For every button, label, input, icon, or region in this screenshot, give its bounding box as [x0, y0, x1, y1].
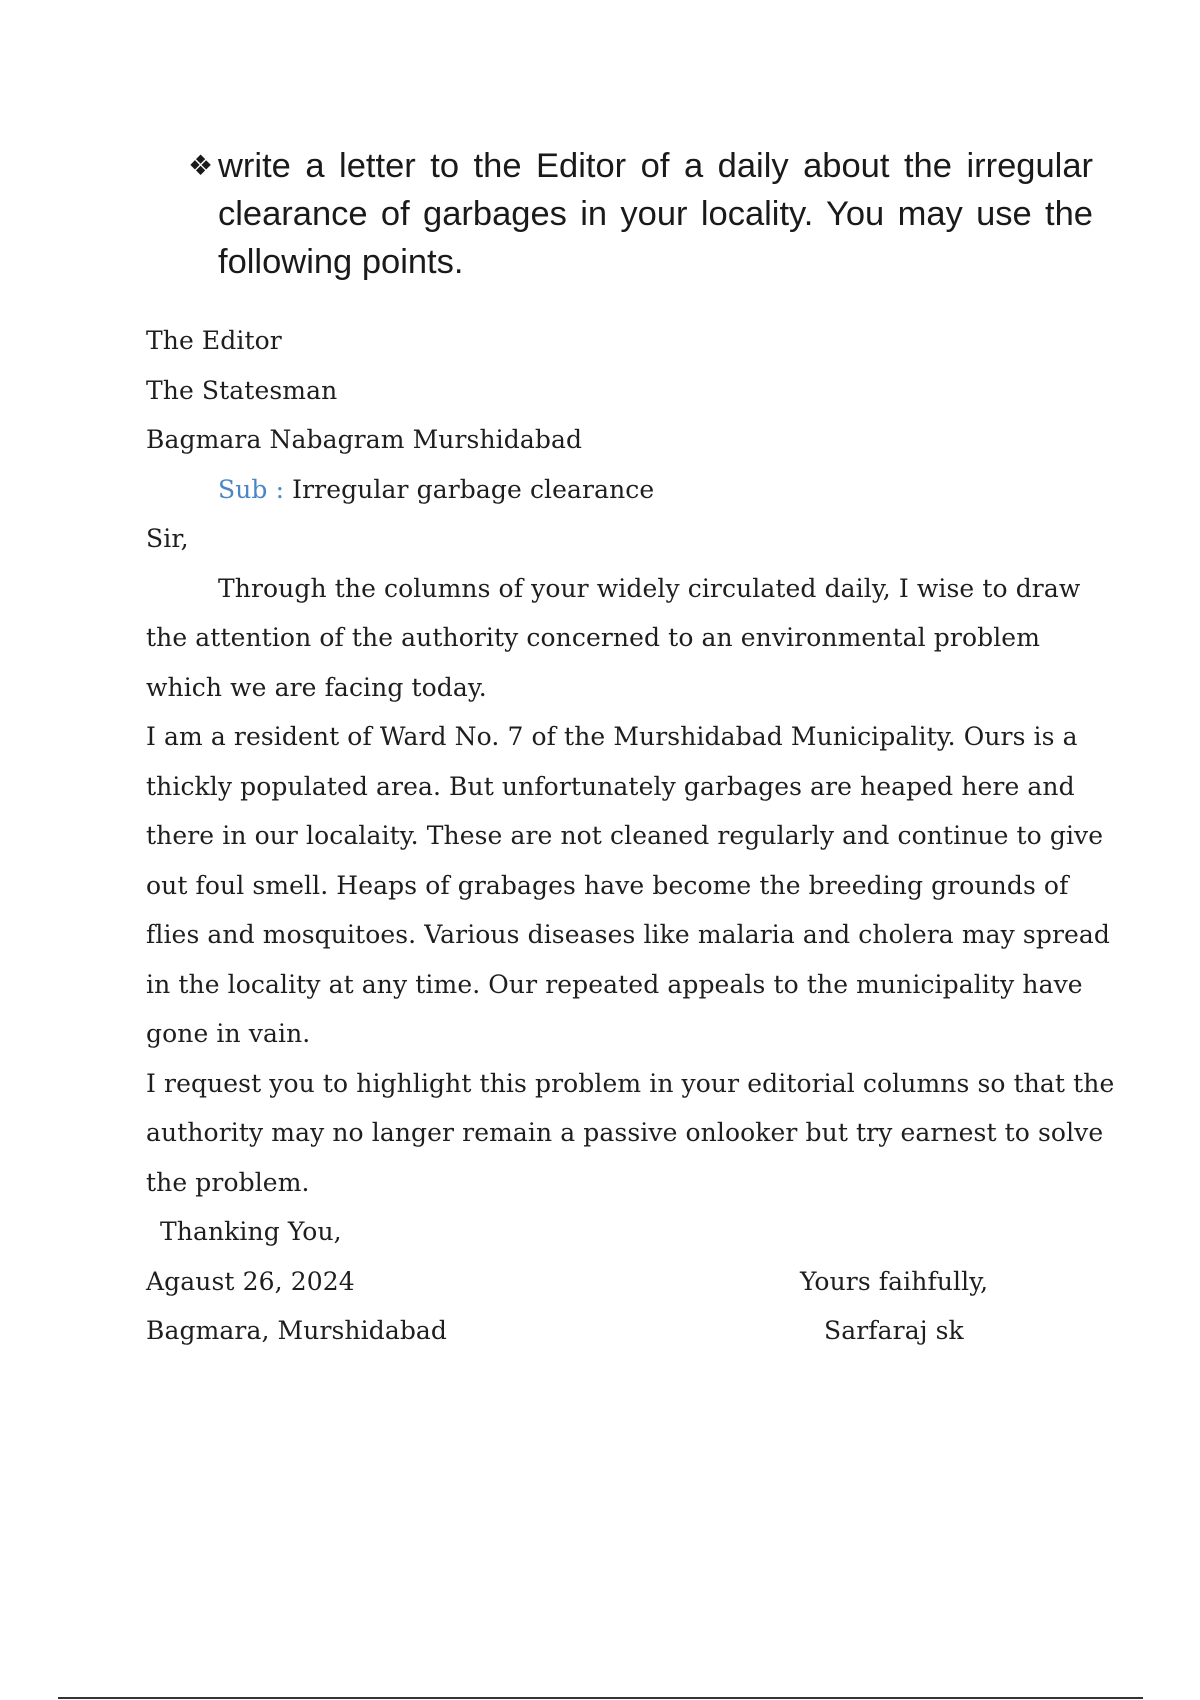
body-line-6: there in our localaity. These are not cleaned regularly and continue to give	[146, 821, 1104, 850]
body-line-5: thickly populated area. But unfortunately garbages are heaped here and	[146, 772, 1075, 801]
subject-label: Sub :	[218, 475, 285, 504]
body-line-10: gone in vain.	[146, 1019, 311, 1048]
question-prompt	[188, 142, 1093, 286]
body-line-11: I request you to highlight this problem in your editorial columns so that the	[146, 1069, 1115, 1098]
address-line-3: Bagmara Nabagram Murshidabad	[146, 425, 583, 454]
body-line-12: authority may no langer remain a passive onlooker but try earnest to solve	[146, 1118, 1104, 1147]
subject-text: Irregular garbage clearance	[284, 475, 655, 504]
salutation: Sir,	[146, 524, 189, 553]
letter-place: Bagmara, Murshidabad	[146, 1316, 448, 1345]
address-line-1: The Editor	[146, 326, 282, 355]
question-text: write a letter to the Editor of a daily about the irregular clearance of garbages in your locality. You may use the following points.	[218, 147, 1093, 281]
subject-line	[218, 475, 654, 504]
body-line-13: the problem.	[146, 1168, 310, 1197]
closing-line: Yours faihfully,	[800, 1267, 989, 1296]
body-line-4: I am a resident of Ward No. 7 of the Murshidabad Municipality. Ours is a	[146, 722, 1078, 751]
body-line-9: in the locality at any time. Our repeated appeals to the municipality have	[146, 970, 1083, 999]
thanks-line: Thanking You,	[160, 1217, 342, 1246]
bottom-divider	[58, 1697, 1143, 1699]
diamond-bullet-icon: ❖	[188, 150, 214, 181]
body-line-1: Through the columns of your widely circulated daily, I wise to draw	[218, 574, 1081, 603]
address-line-2: The Statesman	[146, 376, 338, 405]
body-line-2: the attention of the authority concerned to an environmental problem	[146, 623, 1040, 652]
letter-date: Agaust 26, 2024	[146, 1267, 355, 1296]
body-line-8: flies and mosquitoes. Various diseases like malaria and cholera may spread	[146, 920, 1111, 949]
body-line-3: which we are facing today.	[146, 673, 487, 702]
signature-name: Sarfaraj sk	[824, 1316, 964, 1345]
body-line-7: out foul smell. Heaps of grabages have become the breeding grounds of	[146, 871, 1069, 900]
